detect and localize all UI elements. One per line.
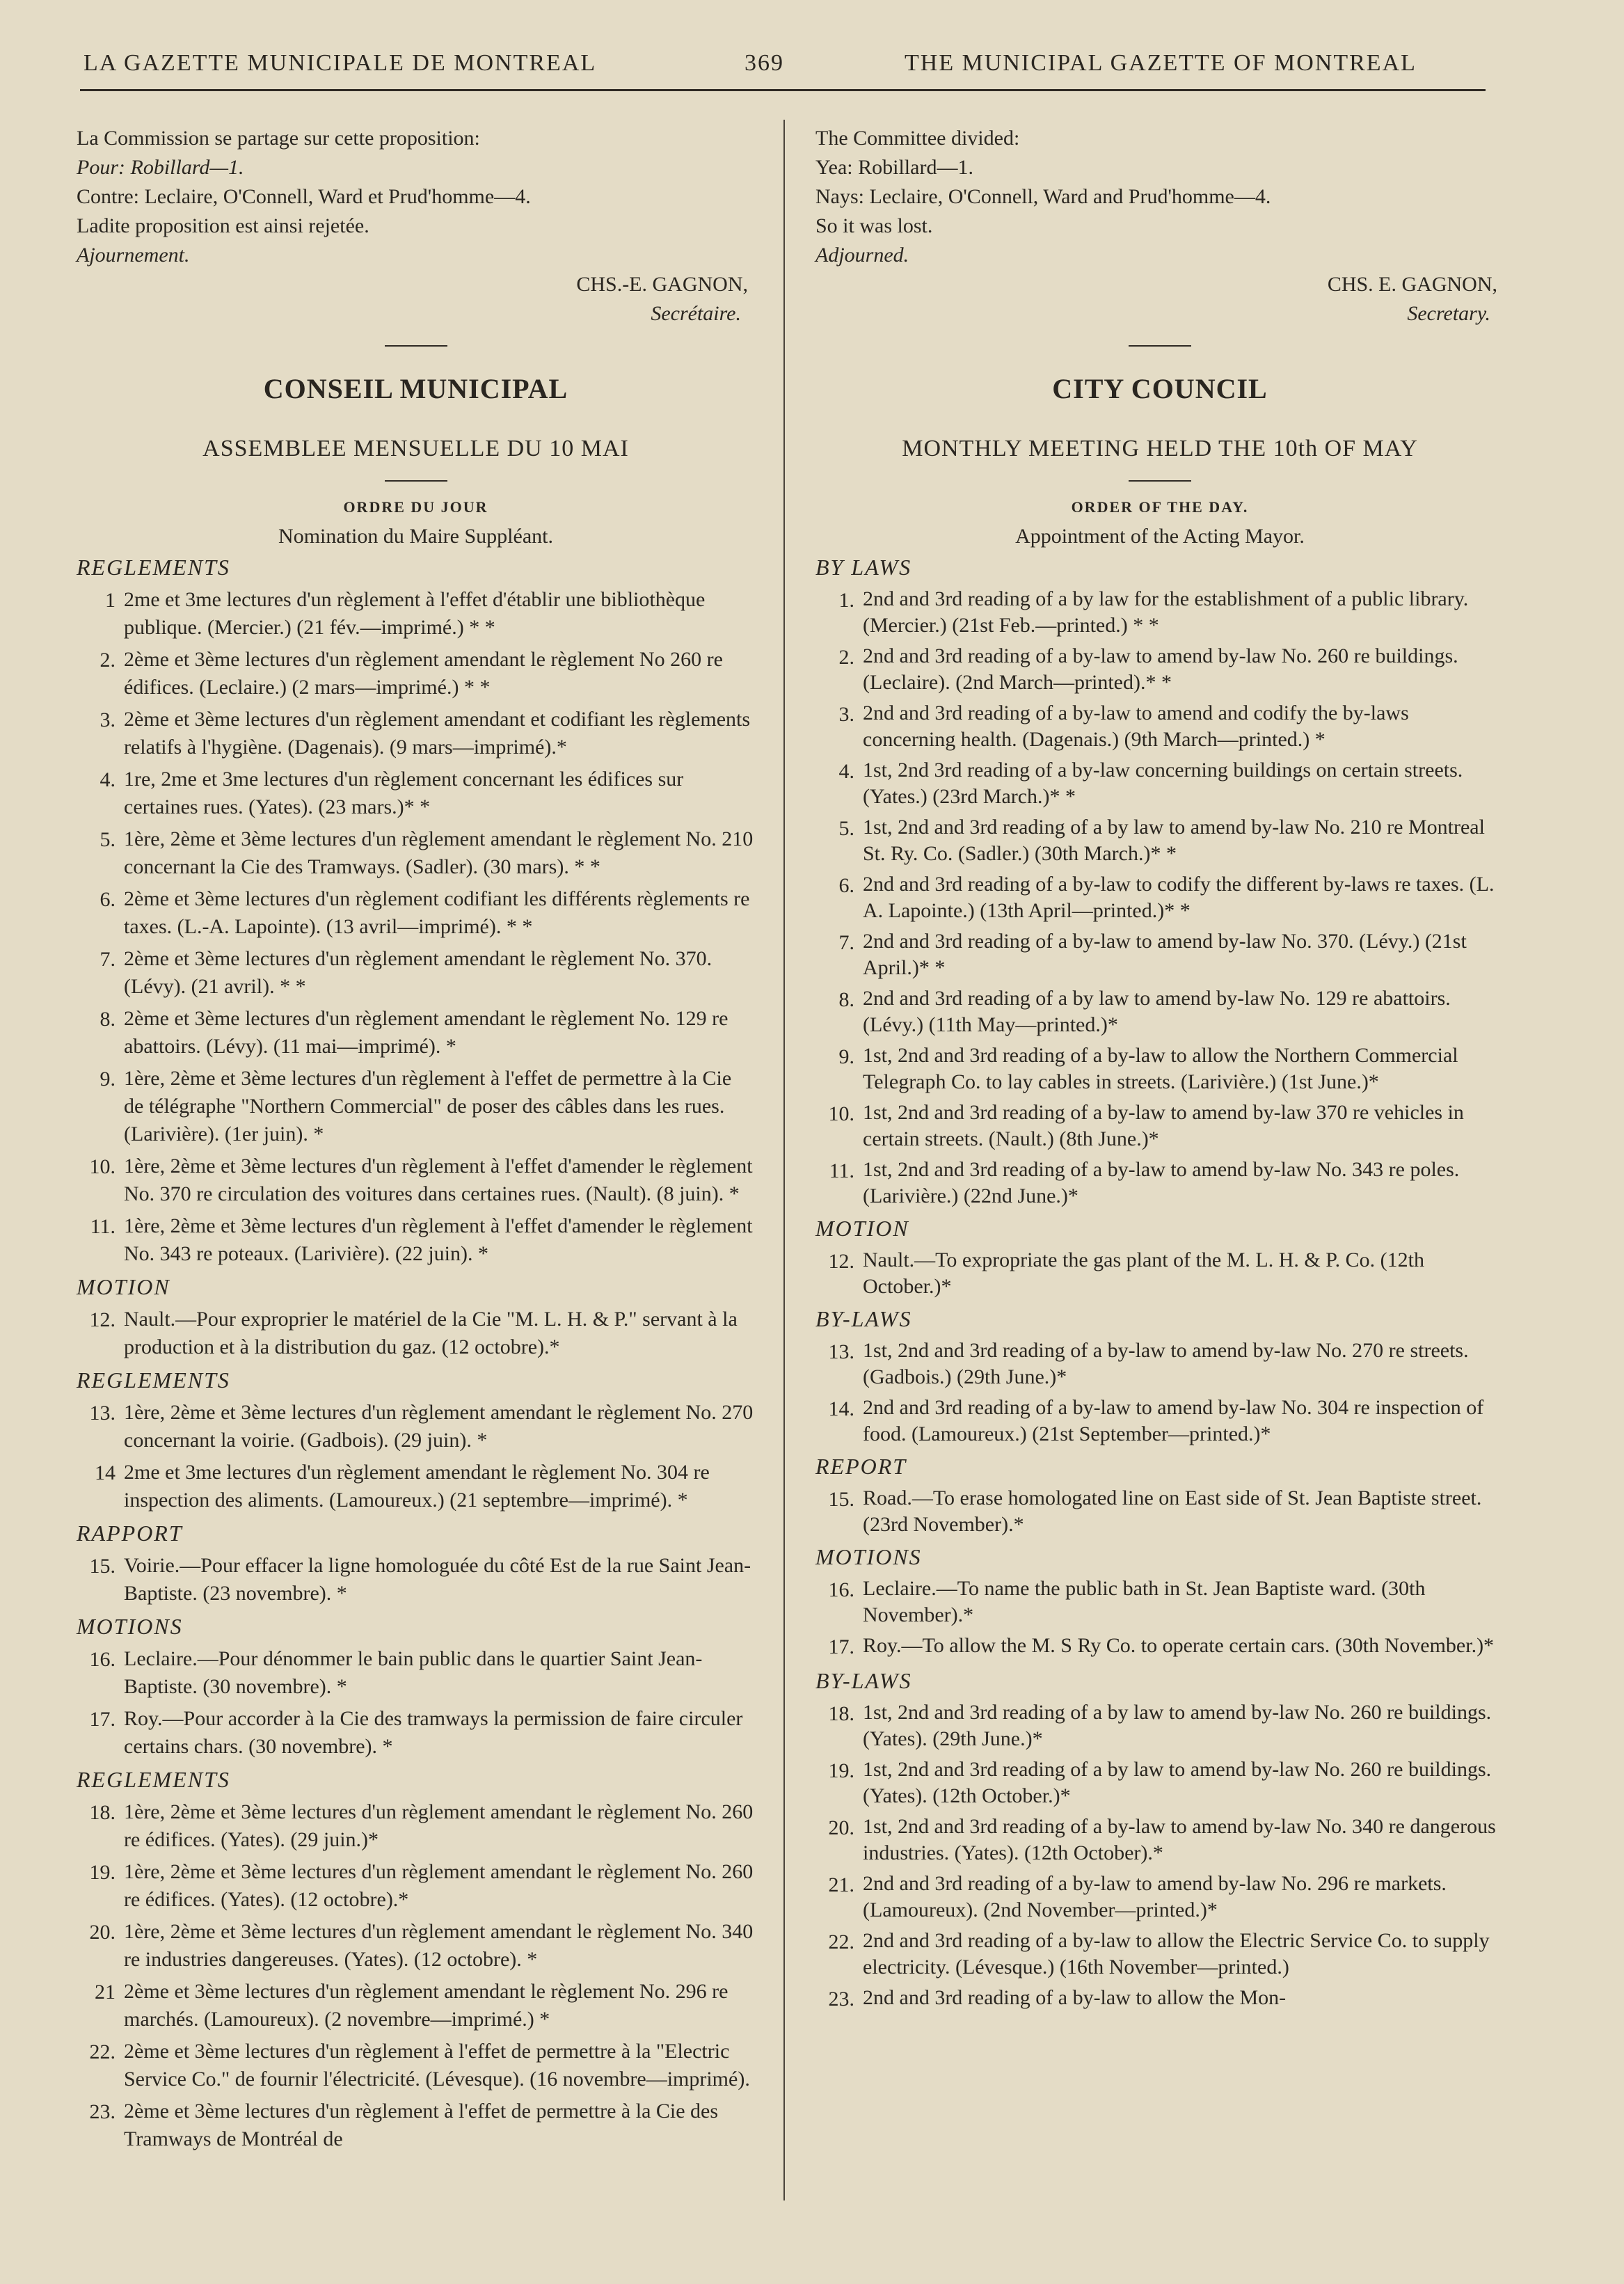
item-text: 2me et 3me lectures d'un règlement amendant le règlement No. 304 re inspection des aliments. (Lamoureux.) (21 septembre—imprimé). * xyxy=(124,1461,710,1512)
vote-line: Adjourned. xyxy=(815,244,909,267)
agenda-item xyxy=(815,1699,1504,1752)
item-number: 19. xyxy=(828,1759,854,1782)
order-label: ORDRE DU JOUR xyxy=(343,498,488,516)
item-text: 1st, 2nd and 3rd reading of a by law to amend by-law No. 260 re buildings. (Yates). (12th October.)* xyxy=(863,1758,1492,1807)
agenda-item xyxy=(77,885,755,941)
item-number: 19. xyxy=(89,1861,116,1884)
agenda-item xyxy=(815,1100,1504,1152)
agenda-item xyxy=(77,1212,755,1268)
agenda-item xyxy=(815,1928,1504,1981)
agenda-item xyxy=(815,1756,1504,1809)
item-number: 16. xyxy=(89,1648,116,1671)
item-number: 7. xyxy=(99,948,116,971)
item-number: 3. xyxy=(838,703,854,726)
agenda-item xyxy=(77,1705,755,1761)
vote-line: The Committee divided: xyxy=(815,127,1020,150)
item-text: 2nd and 3rd reading of a by-law to amend and codify the by-laws concerning health. (Dagenais.) (9th March—printed.) * xyxy=(863,701,1409,751)
item-text: 2nd and 3rd reading of a by-law to allow the Mon- xyxy=(863,1986,1287,2009)
item-text: 1ère, 2ème et 3ème lectures d'un règlement amendant le règlement No. 260 re édifices. (Yates). (29 juin.)* xyxy=(124,1800,754,1851)
agenda-item xyxy=(77,646,755,701)
vote-line: Contre: Leclaire, O'Connell, Ward et Prud'homme—4. xyxy=(77,185,531,208)
vote-line: Nays: Leclaire, O'Connell, Ward and Prud'homme—4. xyxy=(815,185,1271,208)
vote-line: Yea: Robillard—1. xyxy=(815,156,973,179)
signature-title: Secrétaire. xyxy=(651,302,741,325)
section-rule xyxy=(385,480,447,482)
header-left-title: LA GAZETTE MUNICIPALE DE MONTREAL xyxy=(83,50,597,76)
agenda-item xyxy=(815,1395,1504,1448)
section-heading: MOTION xyxy=(815,1216,909,1241)
agenda-item xyxy=(77,1645,755,1701)
agenda-item xyxy=(77,706,755,761)
agenda-item xyxy=(815,1985,1504,2014)
item-number: 6. xyxy=(838,874,854,897)
item-text: 2ème et 3ème lectures d'un règlement amendant le règlement No. 370. (Lévy). (21 avril). * * xyxy=(124,947,713,998)
agenda-item xyxy=(815,643,1504,696)
item-text: 2nd and 3rd reading of a by-law to amend by-law No. 296 re markets. (Lamoureux). (2nd November—printed.)* xyxy=(863,1872,1447,1921)
item-number: 23. xyxy=(89,2100,116,2123)
order-label: ORDER OF THE DAY. xyxy=(1071,498,1249,516)
item-number: 13. xyxy=(828,1340,854,1363)
item-text: 2nd and 3rd reading of a by-law to codify the different by-laws re taxes. (L. A. Lapointe.) (13th April—printed.)* * xyxy=(863,873,1495,922)
item-text: 2ème et 3ème lectures d'un règlement amendant le règlement No 260 re édifices. (Leclaire.) (2 mars—imprimé.) * * xyxy=(124,648,723,699)
agenda-item xyxy=(77,1005,755,1061)
item-text: 1ère, 2ème et 3ème lectures d'un règlement amendant le règlement No. 270 concernant la voirie. (Gadbois). (29 juin). * xyxy=(124,1401,754,1452)
item-text: 1st, 2nd and 3rd reading of a by law to amend by-law No. 210 re Montreal St. Ry. Co. (Sadler.) (30th March.)* * xyxy=(863,816,1485,865)
agenda-item xyxy=(815,1576,1504,1628)
intro-line: Nomination du Maire Suppléant. xyxy=(278,525,553,548)
item-number: 4. xyxy=(838,760,854,783)
item-text: 2nd and 3rd reading of a by law to amend by-law No. 129 re abattoirs. (Lévy.) (11th May—printed.)* xyxy=(863,987,1451,1036)
item-number: 22. xyxy=(89,2040,116,2063)
item-text: 2me et 3me lectures d'un règlement à l'effet d'établir une bibliothèque publique. (Mercier.) (21 fév.—imprimé.) * * xyxy=(124,588,706,639)
agenda-item xyxy=(815,1247,1504,1300)
item-text: 1st, 2nd and 3rd reading of a by-law to amend by-law No. 343 re poles. (Larivière.) (22nd June.)* xyxy=(863,1158,1460,1207)
section-heading: BY-LAWS xyxy=(815,1668,912,1693)
item-text: 1st, 2nd 3rd reading of a by-law concerning buildings on certain streets. (Yates.) (23rd March.)* * xyxy=(863,759,1463,808)
agenda-item xyxy=(815,1157,1504,1210)
item-text: 2ème et 3ème lectures d'un règlement à l'effet de permettre à la "Electric Service Co." de fournir l'électricité. (Lévesque). (16 novembre—imprimé). xyxy=(124,2040,750,2091)
section-title: CITY COUNCIL xyxy=(1052,373,1268,404)
item-text: 1ère, 2ème et 3ème lectures d'un règlement amendant le règlement No. 340 re industries dangereuses. (Yates). (12 octobre). * xyxy=(124,1920,754,1971)
agenda-item xyxy=(77,586,755,642)
item-number: 15. xyxy=(89,1555,116,1578)
item-number: 11. xyxy=(829,1159,854,1182)
item-text: Roy.—To allow the M. S Ry Co. to operate certain cars. (30th November.)* xyxy=(863,1634,1495,1657)
agenda-item xyxy=(77,825,755,881)
agenda-item xyxy=(815,700,1504,753)
item-number: 12. xyxy=(89,1308,116,1331)
item-number: 14 xyxy=(95,1461,116,1484)
item-text: 2ème et 3ème lectures d'un règlement amendant le règlement No. 296 re marchés. (Lamoureux). (2 novembre—imprimé.) * xyxy=(124,1980,729,2031)
item-number: 8. xyxy=(838,988,854,1011)
item-text: 1ère, 2ème et 3ème lectures d'un règlement à l'effet d'amender le règlement No. 370 re circulation des voitures dans certaines rues. (Nault). (8 juin). * xyxy=(124,1155,753,1205)
item-text: Roy.—Pour accorder à la Cie des tramways la permission de faire circuler certains chars. (30 novembre). * xyxy=(124,1707,743,1758)
section-heading: REGLEMENTS xyxy=(77,555,230,580)
header-rule xyxy=(80,89,1486,91)
section-heading: REPORT xyxy=(815,1454,907,1479)
item-text: Nault.—Pour exproprier le matériel de la Cie "M. L. H. & P." servant à la production et à la distribution du gaz. (12 octobre).* xyxy=(124,1308,738,1358)
item-number: 8. xyxy=(99,1008,116,1031)
item-text: 2ème et 3ème lectures d'un règlement amendant le règlement No. 129 re abattoirs. (Lévy). (11 mai—imprimé). * xyxy=(124,1007,729,1058)
item-number: 21. xyxy=(828,1873,854,1896)
agenda-item xyxy=(77,1306,755,1361)
agenda-item xyxy=(77,945,755,1001)
page-number: 369 xyxy=(745,50,784,76)
item-number: 16. xyxy=(828,1578,854,1601)
item-number: 10. xyxy=(828,1102,854,1125)
vote-line: Pour: Robillard—1. xyxy=(77,156,244,179)
item-text: 1st, 2nd and 3rd reading of a by law to amend by-law No. 260 re buildings. (Yates). (29th June.)* xyxy=(863,1701,1492,1750)
item-number: 12. xyxy=(828,1250,854,1273)
item-number: 2. xyxy=(838,646,854,669)
vote-line: Ladite proposition est ainsi rejetée. xyxy=(77,214,369,237)
agenda-item xyxy=(77,1459,755,1514)
item-number: 4. xyxy=(99,768,116,791)
item-text: 2nd and 3rd reading of a by law for the establishment of a public library. (Mercier.) (21st Feb.—printed.) * * xyxy=(863,587,1469,637)
agenda-item xyxy=(815,757,1504,810)
item-text: 2ème et 3ème lectures d'un règlement amendant et codifiant les règlements relatifs à l'hygiène. (Dagenais). (9 mars—imprimé).* xyxy=(124,708,751,759)
header-right-title: THE MUNICIPAL GAZETTE OF MONTREAL xyxy=(905,50,1417,76)
agenda-item xyxy=(77,1978,755,2033)
item-text: 2ème et 3ème lectures d'un règlement codifiant les différents règlements re taxes. (L.-A. Lapointe). (13 avril—imprimé). * * xyxy=(124,887,750,938)
agenda-item xyxy=(815,985,1504,1038)
english-column xyxy=(815,124,1504,2018)
item-number: 1. xyxy=(838,589,854,612)
item-text: 2nd and 3rd reading of a by-law to amend by-law No. 304 re inspection of food. (Lamoureux.) (21st September—printed.)* xyxy=(863,1396,1484,1445)
signature-name: CHS. E. GAGNON, xyxy=(1327,273,1497,296)
item-text: Leclaire.—Pour dénommer le bain public dans le quartier Saint Jean-Baptiste. (30 novembre). * xyxy=(124,1647,703,1698)
section-heading: BY LAWS xyxy=(815,555,912,580)
item-text: 1st, 2nd and 3rd reading of a by-law to amend by-law 370 re vehicles in certain streets. (Nault.) (8th June.)* xyxy=(863,1101,1464,1150)
item-text: 1ère, 2ème et 3ème lectures d'un règlement amendant le règlement No. 260 re édifices. (Yates). (12 octobre).* xyxy=(124,1860,754,1911)
item-text: 1ère, 2ème et 3ème lectures d'un règlement amendant le règlement No. 210 concernant la Cie des Tramways. (Sadler). (30 mars). * * xyxy=(124,827,754,878)
section-heading: MOTIONS xyxy=(815,1544,922,1569)
item-text: Leclaire.—To name the public bath in St. Jean Baptiste ward. (30th November).* xyxy=(863,1577,1426,1626)
vote-line: Ajournement. xyxy=(77,244,190,267)
agenda-item xyxy=(815,871,1504,924)
vote-line: La Commission se partage sur cette proposition: xyxy=(77,127,480,150)
item-text: 1st, 2nd and 3rd reading of a by-law to amend by-law No. 340 re dangerous industries. (Yates). (12th October).* xyxy=(863,1815,1496,1864)
section-title: CONSEIL MUNICIPAL xyxy=(263,373,568,404)
item-number: 1 xyxy=(105,589,116,612)
agenda-item xyxy=(815,1633,1504,1662)
item-text: 1st, 2nd and 3rd reading of a by-law to amend by-law No. 270 re streets. (Gadbois.) (29th June.)* xyxy=(863,1339,1469,1388)
item-text: 1re, 2me et 3me lectures d'un règlement concernant les édifices sur certaines rues. (Yates). (23 mars.)* * xyxy=(124,768,684,818)
item-number: 7. xyxy=(838,931,854,954)
item-number: 2. xyxy=(99,649,116,672)
item-number: 6. xyxy=(99,888,116,911)
agenda-item xyxy=(815,814,1504,867)
item-text: Voirie.—Pour effacer la ligne homologuée du côté Est de la rue Saint Jean-Baptiste. (23 novembre). * xyxy=(124,1554,751,1605)
section-rule xyxy=(385,345,447,347)
item-number: 17. xyxy=(828,1635,854,1658)
item-text: Nault.—To expropriate the gas plant of the M. L. H. & P. Co. (12th October.)* xyxy=(863,1248,1424,1298)
agenda-item xyxy=(77,1918,755,1974)
column-divider xyxy=(783,120,785,2200)
agenda-item xyxy=(815,1338,1504,1390)
section-heading: REGLEMENTS xyxy=(77,1367,230,1393)
section-heading: BY-LAWS xyxy=(815,1306,912,1331)
agenda-item xyxy=(815,1871,1504,1924)
section-heading: MOTION xyxy=(77,1274,170,1299)
item-text: 1ère, 2ème et 3ème lectures d'un règlement à l'effet d'amender le règlement No. 343 re poteaux. (Larivière). (22 juin). * xyxy=(124,1214,753,1265)
item-text: 2ème et 3ème lectures d'un règlement à l'effet de permettre à la Cie des Tramways de Montréal de xyxy=(124,2100,719,2150)
item-number: 9. xyxy=(838,1045,854,1068)
intro-line: Appointment of the Acting Mayor. xyxy=(1015,525,1305,548)
item-number: 5. xyxy=(838,817,854,840)
agenda-item xyxy=(77,1552,755,1608)
section-heading: RAPPORT xyxy=(77,1521,183,1546)
item-number: 18. xyxy=(89,1801,116,1824)
item-number: 21 xyxy=(95,1981,116,2004)
item-text: 1ère, 2ème et 3ème lectures d'un règlement à l'effet de permettre à la Cie de télégraphe "Northern Commercial" de poser des câbles dans les rues. (Larivière). (1er juin). * xyxy=(124,1067,732,1145)
item-number: 17. xyxy=(89,1708,116,1731)
french-column xyxy=(77,124,755,2157)
item-number: 3. xyxy=(99,708,116,731)
meeting-subtitle: MONTHLY MEETING HELD THE 10th OF MAY xyxy=(902,436,1418,461)
agenda-item xyxy=(77,1152,755,1208)
section-rule xyxy=(1129,345,1191,347)
meeting-subtitle: ASSEMBLEE MENSUELLE DU 10 MAI xyxy=(202,436,629,461)
item-number: 20. xyxy=(89,1921,116,1944)
item-number: 10. xyxy=(89,1155,116,1178)
item-number: 20. xyxy=(828,1816,854,1839)
agenda-item xyxy=(77,1858,755,1914)
item-text: Road.—To erase homologated line on East side of St. Jean Baptiste street. (23rd November).* xyxy=(863,1486,1482,1536)
agenda-item xyxy=(77,1798,755,1854)
agenda-item xyxy=(77,1065,755,1148)
item-text: 2nd and 3rd reading of a by-law to amend by-law No. 370. (Lévy.) (21st April.)* * xyxy=(863,930,1467,979)
section-rule xyxy=(1129,480,1191,482)
agenda-item xyxy=(815,1042,1504,1095)
item-text: 2nd and 3rd reading of a by-law to amend by-law No. 260 re buildings. (Leclaire). (2nd March—printed).* * xyxy=(863,644,1458,694)
agenda-item xyxy=(77,2038,755,2093)
item-number: 23. xyxy=(828,1988,854,2011)
vote-line: So it was lost. xyxy=(815,214,933,237)
agenda-item xyxy=(815,1485,1504,1538)
item-number: 13. xyxy=(89,1402,116,1425)
item-number: 22. xyxy=(828,1930,854,1953)
item-text: 2nd and 3rd reading of a by-law to allow the Electric Service Co. to supply electricity. (Lévesque.) (16th November—printed.) xyxy=(863,1929,1490,1978)
agenda-item xyxy=(77,2097,755,2153)
agenda-item xyxy=(815,928,1504,981)
item-number: 11. xyxy=(90,1215,116,1238)
section-heading: MOTIONS xyxy=(77,1614,183,1639)
item-number: 18. xyxy=(828,1702,854,1725)
item-number: 14. xyxy=(828,1397,854,1420)
item-text: 1st, 2nd and 3rd reading of a by-law to allow the Northern Commercial Telegraph Co. to lay cables in streets. (Larivière.) (1st June.)* xyxy=(863,1044,1458,1093)
signature-name: CHS.-E. GAGNON, xyxy=(576,273,748,296)
agenda-item xyxy=(77,1399,755,1454)
agenda-item xyxy=(815,1814,1504,1866)
agenda-item xyxy=(815,586,1504,639)
agenda-item xyxy=(77,766,755,821)
section-heading: REGLEMENTS xyxy=(77,1767,230,1792)
item-number: 15. xyxy=(828,1488,854,1511)
signature-title: Secretary. xyxy=(1407,302,1490,325)
item-number: 9. xyxy=(99,1068,116,1091)
item-number: 5. xyxy=(99,828,116,851)
